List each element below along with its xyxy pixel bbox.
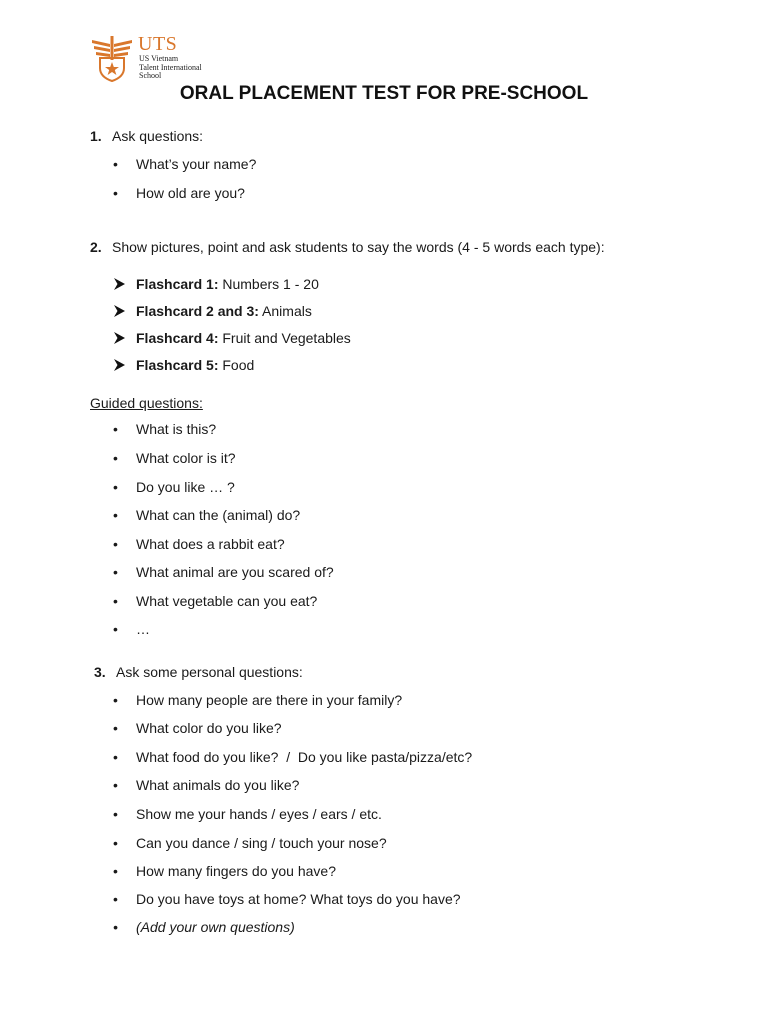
flashcard-label: Flashcard 1: (136, 276, 219, 292)
list-item-text: How old are you? (136, 185, 245, 201)
section-number: 3. (94, 664, 106, 680)
bullet-icon: • (113, 919, 118, 935)
section-number: 2. (90, 239, 102, 255)
logo-subtitle (139, 55, 202, 81)
section-heading: Ask some personal questions: (116, 664, 303, 680)
list-item-text: What vegetable can you eat? (136, 593, 318, 609)
section-number: 1. (90, 128, 102, 144)
bullet-icon: • (113, 564, 118, 580)
bullet-icon: • (113, 891, 118, 907)
bullet-icon: • (113, 593, 118, 609)
bullet-icon: • (113, 479, 118, 495)
list-item-text: What is this? (136, 421, 217, 437)
bullet-icon: • (113, 777, 118, 793)
school-logo (90, 34, 200, 82)
bullet-icon: • (113, 806, 118, 822)
bullet-icon: • (113, 507, 118, 523)
flashcard-text: Fruit and Vegetables (218, 330, 351, 346)
list-item-text: Do you like … ? (136, 479, 235, 495)
section-heading: Show pictures, point and ask students to say the words (4 - 5 words each type): (112, 239, 605, 255)
list-item-text: What can the (animal) do? (136, 507, 301, 523)
bullet-icon: • (113, 720, 118, 736)
flashcard-text: Numbers 1 - 20 (218, 276, 319, 292)
bullet-icon: • (113, 621, 118, 637)
list-item-text: What’s your name? (136, 156, 257, 172)
bullet-icon: • (113, 536, 118, 552)
list-item-text: (Add your own questions) (136, 919, 295, 935)
flashcard-label: Flashcard 5: (136, 357, 219, 373)
list-item-text: What animal are you scared of? (136, 564, 334, 580)
flashcard-label: Flashcard 4: (136, 330, 219, 346)
logo-subtitle-line: Talent International (139, 62, 202, 72)
logo-subtitle-line: School (139, 71, 162, 80)
flashcard-text: Animals (258, 303, 312, 319)
arrow-bullet-icon (113, 358, 126, 372)
list-item-text: Do you have toys at home? What toys do you have? (136, 891, 461, 907)
list-item-text: Show me your hands / eyes / ears / etc. (136, 806, 382, 822)
logo-wordmark: UTS (138, 33, 178, 55)
list-item-text: How many fingers do you have? (136, 863, 336, 879)
list-item-text: … (136, 621, 150, 637)
bullet-icon: • (113, 421, 118, 437)
flashcard-label: Flashcard 2 and 3: (136, 303, 259, 319)
flashcard-text: Food (218, 357, 255, 373)
arrow-bullet-icon (113, 304, 126, 318)
bullet-icon: • (113, 156, 118, 172)
list-item-text: What color do you like? (136, 720, 282, 736)
list-item-text: What food do you like? / Do you like pasta/pizza/etc? (136, 749, 473, 765)
list-item-text: Can you dance / sing / touch your nose? (136, 835, 387, 851)
bullet-icon: • (113, 185, 118, 201)
logo-subtitle-line: US Vietnam (139, 54, 179, 63)
list-item-text: What animals do you like? (136, 777, 300, 793)
list-item-text: How many people are there in your family? (136, 692, 403, 708)
bullet-icon: • (113, 749, 118, 765)
winged-star-emblem-icon (90, 34, 134, 82)
guided-questions-heading: Guided questions: (90, 395, 203, 411)
page-title: ORAL PLACEMENT TEST FOR PRE-SCHOOL (179, 83, 589, 104)
arrow-bullet-icon (113, 277, 126, 291)
bullet-icon: • (113, 450, 118, 466)
bullet-icon: • (113, 835, 118, 851)
section-heading: Ask questions: (112, 128, 204, 144)
list-item-text: What color is it? (136, 450, 236, 466)
bullet-icon: • (113, 692, 118, 708)
bullet-icon: • (113, 863, 118, 879)
list-item-text: What does a rabbit eat? (136, 536, 285, 552)
arrow-bullet-icon (113, 331, 126, 345)
